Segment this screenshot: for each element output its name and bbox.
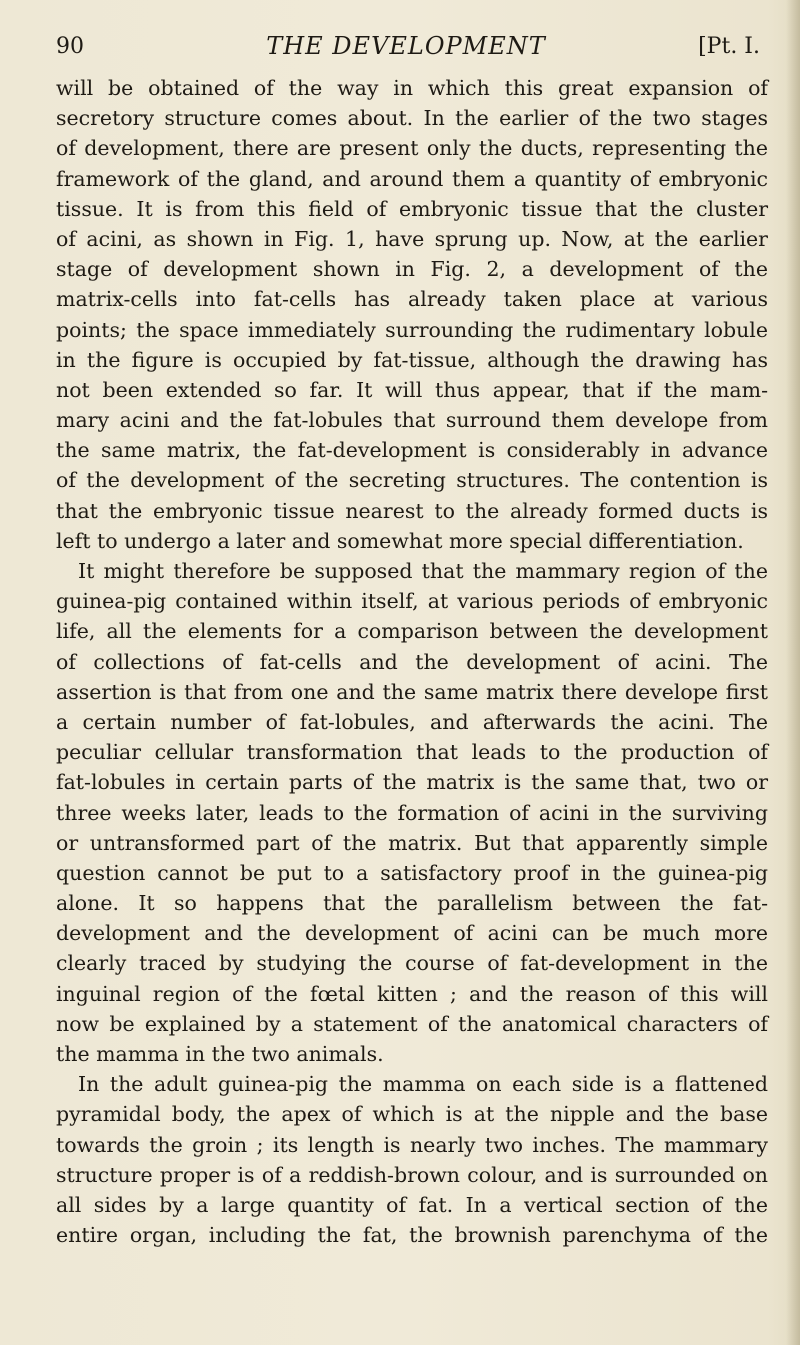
text-line: a certain number of fat-lobules, and afterwards the acini. The bbox=[56, 709, 768, 734]
text-line: guinea-pig contained within itself, at various periods of embryonic bbox=[56, 589, 768, 614]
running-title: THE DEVELOPMENT bbox=[266, 32, 546, 60]
text-line: clearly traced by studying the course of fat-development in the bbox=[56, 951, 768, 976]
text-line: of the development of the secreting structures. The contention is bbox=[56, 468, 768, 493]
page-number: 90 bbox=[56, 34, 84, 59]
text-line: tissue. It is from this field of embryonic tissue that the cluster bbox=[56, 196, 768, 221]
text-line: development and the development of acini can be much more bbox=[56, 921, 768, 946]
text-line: peculiar cellular transformation that leads to the production of bbox=[56, 740, 768, 765]
page-header bbox=[56, 20, 768, 64]
text-line: It might therefore be supposed that the mammary region of the bbox=[78, 559, 768, 583]
text-line: now be explained by a statement of the anatomical characters of bbox=[56, 1011, 768, 1036]
text-line: secretory structure comes about. In the earlier of the two stages bbox=[56, 106, 768, 131]
text-line: the mamma in the two animals. bbox=[56, 1042, 384, 1066]
text-line: points; the space immediately surrounding the rudimentary lobule bbox=[56, 317, 768, 342]
text-line: pyramidal body, the apex of which is at the nipple and the base bbox=[56, 1102, 768, 1127]
part-label: [Pt. I. bbox=[698, 34, 760, 59]
text-line: in the figure is occupied by fat-tissue, although the drawing has bbox=[56, 347, 768, 372]
text-line: that the embryonic tissue nearest to the already formed ducts is bbox=[56, 498, 768, 523]
text-line: life, all the elements for a comparison between the development bbox=[56, 619, 768, 644]
text-line: of collections of fat-cells and the development of acini. The bbox=[56, 649, 768, 674]
text-line: the same matrix, the fat-development is considerably in advance bbox=[56, 438, 768, 463]
text-line: stage of development shown in Fig. 2, a development of the bbox=[56, 257, 768, 282]
text-line: all sides by a large quantity of fat. In a vertical section of the bbox=[56, 1192, 768, 1217]
text-line: assertion is that from one and the same matrix there develope first bbox=[56, 679, 768, 704]
text-line: entire organ, including the fat, the brownish parenchyma of the bbox=[56, 1223, 768, 1248]
text-line: structure proper is of a reddish-brown colour, and is surrounded on bbox=[56, 1162, 768, 1187]
text-line: fat-lobules in certain parts of the matrix is the same that, two or bbox=[56, 770, 768, 795]
text-line: three weeks later, leads to the formation of acini in the surviving bbox=[56, 800, 768, 825]
text-line: towards the groin ; its length is nearly two inches. The mammary bbox=[56, 1132, 768, 1157]
text-line: matrix-cells into fat-cells has already taken place at various bbox=[56, 287, 768, 312]
text-line: inguinal region of the fœtal kitten ; and the reason of this will bbox=[56, 981, 768, 1006]
text-line: left to undergo a later and somewhat more special differentiation. bbox=[56, 528, 744, 553]
text-line: of development, there are present only the ducts, representing the bbox=[56, 136, 768, 161]
text-line: not been extended so far. It will thus appear, that if the mam- bbox=[56, 377, 768, 402]
text-line: mary acini and the fat-lobules that surround them develope from bbox=[56, 408, 768, 433]
text-line: question cannot be put to a satisfactory proof in the guinea-pig bbox=[56, 860, 768, 885]
text-line: framework of the gland, and around them a quantity of embryonic bbox=[56, 166, 768, 191]
text-line: will be obtained of the way in which this great expansion of bbox=[56, 76, 768, 100]
text-line: In the adult guinea-pig the mamma on each side is a flattened bbox=[78, 1072, 768, 1097]
text-line: alone. It so happens that the parallelism between the fat- bbox=[56, 891, 768, 916]
page-edge-shadow bbox=[786, 0, 800, 1345]
text-line: of acini, as shown in Fig. 1, have sprung up. Now, at the earlier bbox=[56, 226, 768, 251]
body-text bbox=[56, 73, 768, 1250]
text-line: or untransformed part of the matrix. But that apparently simple bbox=[56, 830, 768, 855]
